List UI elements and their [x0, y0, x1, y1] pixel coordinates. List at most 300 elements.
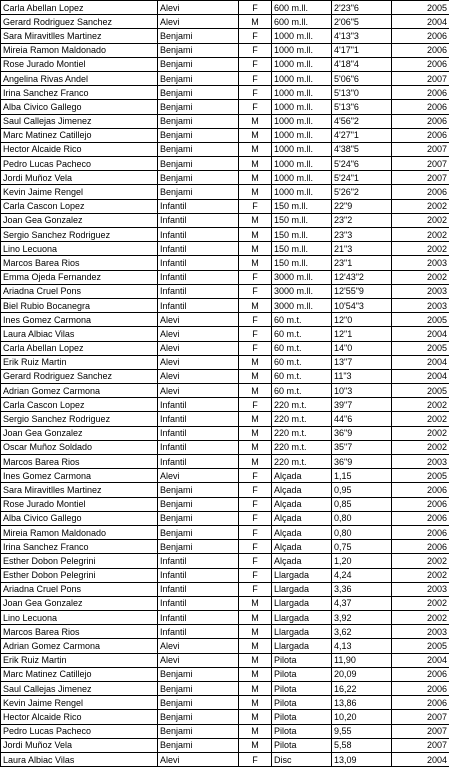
- category-cell: Benjami: [158, 525, 239, 539]
- sex-cell: F: [239, 284, 272, 298]
- sex-cell: M: [239, 738, 272, 752]
- event-cell: 60 m.t.: [272, 327, 332, 341]
- sex-cell: M: [239, 724, 272, 738]
- table-row: [1, 752, 449, 766]
- table-row: [1, 57, 449, 71]
- birth-year-cell: 2002: [392, 242, 449, 256]
- table-row: [1, 256, 449, 270]
- event-cell: 1000 m.ll.: [272, 114, 332, 128]
- event-cell: 600 m.ll.: [272, 1, 332, 15]
- athlete-name-cell: Joan Gea Gonzalez: [1, 596, 158, 610]
- mark-cell: 5'24"1: [332, 171, 392, 185]
- event-cell: 150 m.ll.: [272, 228, 332, 242]
- event-cell: Pilota: [272, 710, 332, 724]
- category-cell: Infantil: [158, 596, 239, 610]
- table-row: [1, 511, 449, 525]
- mark-cell: 13"7: [332, 355, 392, 369]
- table-row: [1, 440, 449, 454]
- category-cell: Benjami: [158, 710, 239, 724]
- table-row: [1, 15, 449, 29]
- sex-cell: F: [239, 554, 272, 568]
- sex-cell: F: [239, 57, 272, 71]
- event-cell: Alçada: [272, 469, 332, 483]
- athlete-name-cell: Alba Civico Gallego: [1, 511, 158, 525]
- sex-cell: F: [239, 199, 272, 213]
- table-row: [1, 426, 449, 440]
- birth-year-cell: 2002: [392, 568, 449, 582]
- birth-year-cell: 2002: [392, 596, 449, 610]
- table-row: [1, 554, 449, 568]
- athlete-name-cell: Lino Lecuona: [1, 611, 158, 625]
- event-cell: Pilota: [272, 667, 332, 681]
- sex-cell: M: [239, 426, 272, 440]
- event-cell: 150 m.ll.: [272, 199, 332, 213]
- athlete-name-cell: Oscar Muñoz Soldado: [1, 440, 158, 454]
- sex-cell: M: [239, 242, 272, 256]
- sex-cell: M: [239, 157, 272, 171]
- category-cell: Alevi: [158, 313, 239, 327]
- athlete-name-cell: Joan Gea Gonzalez: [1, 426, 158, 440]
- event-cell: Disc: [272, 752, 332, 766]
- birth-year-cell: 2002: [392, 213, 449, 227]
- category-cell: Benjami: [158, 57, 239, 71]
- sex-cell: M: [239, 667, 272, 681]
- event-cell: Pilota: [272, 738, 332, 752]
- birth-year-cell: 2004: [392, 752, 449, 766]
- category-cell: Infantil: [158, 582, 239, 596]
- athlete-name-cell: Ariadna Cruel Pons: [1, 284, 158, 298]
- event-cell: 1000 m.ll.: [272, 29, 332, 43]
- table-row: [1, 412, 449, 426]
- mark-cell: 4'13"3: [332, 29, 392, 43]
- athlete-name-cell: Biel Rubio Bocanegra: [1, 298, 158, 312]
- sex-cell: F: [239, 43, 272, 57]
- category-cell: Benjami: [158, 696, 239, 710]
- event-cell: Pilota: [272, 724, 332, 738]
- mark-cell: 12'43"2: [332, 270, 392, 284]
- mark-cell: 0,75: [332, 540, 392, 554]
- mark-cell: 5'06"6: [332, 71, 392, 85]
- event-cell: 150 m.ll.: [272, 213, 332, 227]
- table-row: [1, 114, 449, 128]
- birth-year-cell: 2003: [392, 455, 449, 469]
- mark-cell: 22"9: [332, 199, 392, 213]
- mark-cell: 4,37: [332, 596, 392, 610]
- category-cell: Alevi: [158, 384, 239, 398]
- athlete-name-cell: Sergio Sanchez Rodriguez: [1, 412, 158, 426]
- mark-cell: 5,58: [332, 738, 392, 752]
- mark-cell: 39"7: [332, 398, 392, 412]
- athlete-name-cell: Jordi Muñoz Vela: [1, 171, 158, 185]
- athlete-name-cell: Erik Ruiz Martin: [1, 355, 158, 369]
- table-row: [1, 667, 449, 681]
- category-cell: Infantil: [158, 440, 239, 454]
- athlete-name-cell: Carla Cascon Lopez: [1, 398, 158, 412]
- table-row: [1, 199, 449, 213]
- birth-year-cell: 2006: [392, 86, 449, 100]
- athlete-name-cell: Hector Alcaide Rico: [1, 710, 158, 724]
- table-row: [1, 100, 449, 114]
- birth-year-cell: 2002: [392, 398, 449, 412]
- birth-year-cell: 2005: [392, 313, 449, 327]
- athlete-name-cell: Rose Jurado Montiel: [1, 497, 158, 511]
- birth-year-cell: 2002: [392, 426, 449, 440]
- table-row: [1, 86, 449, 100]
- mark-cell: 4'56"2: [332, 114, 392, 128]
- sex-cell: F: [239, 483, 272, 497]
- table-row: [1, 298, 449, 312]
- table-row: [1, 71, 449, 85]
- category-cell: Infantil: [158, 398, 239, 412]
- sex-cell: F: [239, 313, 272, 327]
- birth-year-cell: 2005: [392, 341, 449, 355]
- table-row: [1, 497, 449, 511]
- athlete-name-cell: Jordi Muñoz Vela: [1, 738, 158, 752]
- birth-year-cell: 2006: [392, 540, 449, 554]
- event-cell: 1000 m.ll.: [272, 43, 332, 57]
- birth-year-cell: 2006: [392, 185, 449, 199]
- mark-cell: 23"1: [332, 256, 392, 270]
- event-cell: 220 m.t.: [272, 440, 332, 454]
- birth-year-cell: 2007: [392, 171, 449, 185]
- table-row: [1, 242, 449, 256]
- table-row: [1, 228, 449, 242]
- athlete-name-cell: Marcos Barea Rios: [1, 625, 158, 639]
- birth-year-cell: 2005: [392, 469, 449, 483]
- category-cell: Benjami: [158, 185, 239, 199]
- sex-cell: M: [239, 596, 272, 610]
- birth-year-cell: 2002: [392, 270, 449, 284]
- mark-cell: 23"2: [332, 213, 392, 227]
- mark-cell: 10'54"3: [332, 298, 392, 312]
- athlete-name-cell: Esther Dobon Pelegrini: [1, 554, 158, 568]
- table-row: [1, 185, 449, 199]
- athlete-name-cell: Pedro Lucas Pacheco: [1, 157, 158, 171]
- birth-year-cell: 2002: [392, 611, 449, 625]
- table-row: [1, 596, 449, 610]
- athlete-name-cell: Sergio Sanchez Rodriguez: [1, 228, 158, 242]
- mark-cell: 4'38"5: [332, 142, 392, 156]
- birth-year-cell: 2006: [392, 696, 449, 710]
- event-cell: Alçada: [272, 497, 332, 511]
- athlete-name-cell: Erik Ruiz Martin: [1, 653, 158, 667]
- category-cell: Benjami: [158, 157, 239, 171]
- category-cell: Benjami: [158, 128, 239, 142]
- category-cell: Benjami: [158, 71, 239, 85]
- category-cell: Infantil: [158, 242, 239, 256]
- event-cell: Alçada: [272, 483, 332, 497]
- mark-cell: 1,15: [332, 469, 392, 483]
- birth-year-cell: 2003: [392, 284, 449, 298]
- athlete-name-cell: Alba Civico Gallego: [1, 100, 158, 114]
- sex-cell: M: [239, 384, 272, 398]
- table-row: [1, 128, 449, 142]
- mark-cell: 5'13"6: [332, 100, 392, 114]
- sex-cell: M: [239, 639, 272, 653]
- category-cell: Alevi: [158, 469, 239, 483]
- athlete-name-cell: Esther Dobon Pelegrini: [1, 568, 158, 582]
- mark-cell: 0,95: [332, 483, 392, 497]
- mark-cell: 36"9: [332, 455, 392, 469]
- table-row: [1, 710, 449, 724]
- sex-cell: F: [239, 86, 272, 100]
- table-row: [1, 355, 449, 369]
- table-row: [1, 483, 449, 497]
- table-row: [1, 43, 449, 57]
- category-cell: Benjami: [158, 100, 239, 114]
- event-cell: Alçada: [272, 554, 332, 568]
- sex-cell: F: [239, 71, 272, 85]
- mark-cell: 4,13: [332, 639, 392, 653]
- mark-cell: 14"0: [332, 341, 392, 355]
- sex-cell: F: [239, 568, 272, 582]
- category-cell: Infantil: [158, 412, 239, 426]
- birth-year-cell: 2007: [392, 724, 449, 738]
- sex-cell: M: [239, 455, 272, 469]
- sex-cell: M: [239, 682, 272, 696]
- event-cell: 60 m.t.: [272, 355, 332, 369]
- birth-year-cell: 2004: [392, 653, 449, 667]
- birth-year-cell: 2006: [392, 682, 449, 696]
- mark-cell: 11,90: [332, 653, 392, 667]
- birth-year-cell: 2007: [392, 738, 449, 752]
- athlete-name-cell: Mireia Ramon Maldonado: [1, 525, 158, 539]
- sex-cell: M: [239, 228, 272, 242]
- athlete-name-cell: Irina Sanchez Franco: [1, 86, 158, 100]
- mark-cell: 3,36: [332, 582, 392, 596]
- athlete-name-cell: Carla Abellan Lopez: [1, 1, 158, 15]
- event-cell: 60 m.t.: [272, 341, 332, 355]
- event-cell: 3000 m.ll.: [272, 284, 332, 298]
- athlete-name-cell: Rose Jurado Montiel: [1, 57, 158, 71]
- category-cell: Benjami: [158, 724, 239, 738]
- birth-year-cell: 2002: [392, 199, 449, 213]
- event-cell: 1000 m.ll.: [272, 71, 332, 85]
- sex-cell: M: [239, 412, 272, 426]
- sex-cell: F: [239, 525, 272, 539]
- table-row: [1, 284, 449, 298]
- sex-cell: M: [239, 213, 272, 227]
- birth-year-cell: 2004: [392, 15, 449, 29]
- event-cell: 1000 m.ll.: [272, 185, 332, 199]
- birth-year-cell: 2006: [392, 511, 449, 525]
- category-cell: Benjami: [158, 682, 239, 696]
- category-cell: Benjami: [158, 29, 239, 43]
- athlete-name-cell: Carla Abellan Lopez: [1, 341, 158, 355]
- event-cell: 150 m.ll.: [272, 242, 332, 256]
- table-row: [1, 682, 449, 696]
- table-row: [1, 270, 449, 284]
- event-cell: 3000 m.ll.: [272, 270, 332, 284]
- category-cell: Alevi: [158, 341, 239, 355]
- category-cell: Infantil: [158, 426, 239, 440]
- mark-cell: 20,09: [332, 667, 392, 681]
- mark-cell: 12"1: [332, 327, 392, 341]
- sex-cell: M: [239, 114, 272, 128]
- sex-cell: M: [239, 369, 272, 383]
- table-row: [1, 582, 449, 596]
- sex-cell: F: [239, 398, 272, 412]
- category-cell: Infantil: [158, 270, 239, 284]
- athlete-name-cell: Ariadna Cruel Pons: [1, 582, 158, 596]
- birth-year-cell: 2002: [392, 412, 449, 426]
- birth-year-cell: 2005: [392, 384, 449, 398]
- category-cell: Infantil: [158, 228, 239, 242]
- mark-cell: 3,92: [332, 611, 392, 625]
- sex-cell: M: [239, 15, 272, 29]
- birth-year-cell: 2004: [392, 369, 449, 383]
- table-row: [1, 327, 449, 341]
- event-cell: 220 m.t.: [272, 455, 332, 469]
- athlete-name-cell: Saul Callejas Jimenez: [1, 114, 158, 128]
- category-cell: Benjami: [158, 171, 239, 185]
- sex-cell: M: [239, 142, 272, 156]
- table-row: [1, 724, 449, 738]
- category-cell: Infantil: [158, 298, 239, 312]
- sex-cell: F: [239, 469, 272, 483]
- mark-cell: 12"0: [332, 313, 392, 327]
- event-cell: 600 m.ll.: [272, 15, 332, 29]
- athlete-name-cell: Pedro Lucas Pacheco: [1, 724, 158, 738]
- category-cell: Infantil: [158, 256, 239, 270]
- athlete-name-cell: Irina Sanchez Franco: [1, 540, 158, 554]
- birth-year-cell: 2006: [392, 497, 449, 511]
- mark-cell: 9,55: [332, 724, 392, 738]
- event-cell: 3000 m.ll.: [272, 298, 332, 312]
- category-cell: Benjami: [158, 497, 239, 511]
- table-row: [1, 213, 449, 227]
- birth-year-cell: 2005: [392, 639, 449, 653]
- athlete-name-cell: Laura Albiac Vilas: [1, 752, 158, 766]
- event-cell: 1000 m.ll.: [272, 100, 332, 114]
- event-cell: 1000 m.ll.: [272, 157, 332, 171]
- category-cell: Infantil: [158, 554, 239, 568]
- sex-cell: M: [239, 185, 272, 199]
- sex-cell: M: [239, 440, 272, 454]
- mark-cell: 21"3: [332, 242, 392, 256]
- sex-cell: F: [239, 270, 272, 284]
- table-row: [1, 142, 449, 156]
- event-cell: 150 m.ll.: [272, 256, 332, 270]
- table-row: [1, 369, 449, 383]
- category-cell: Alevi: [158, 355, 239, 369]
- birth-year-cell: 2006: [392, 57, 449, 71]
- category-cell: Benjami: [158, 43, 239, 57]
- birth-year-cell: 2002: [392, 554, 449, 568]
- mark-cell: 16,22: [332, 682, 392, 696]
- birth-year-cell: 2006: [392, 525, 449, 539]
- category-cell: Alevi: [158, 15, 239, 29]
- birth-year-cell: 2006: [392, 29, 449, 43]
- sex-cell: M: [239, 171, 272, 185]
- mark-cell: 5'26"2: [332, 185, 392, 199]
- mark-cell: 0,80: [332, 511, 392, 525]
- mark-cell: 1,20: [332, 554, 392, 568]
- table-row: [1, 398, 449, 412]
- category-cell: Benjami: [158, 511, 239, 525]
- event-cell: Llargada: [272, 582, 332, 596]
- mark-cell: 12'55"9: [332, 284, 392, 298]
- mark-cell: 5'13"0: [332, 86, 392, 100]
- mark-cell: 4'17"1: [332, 43, 392, 57]
- event-cell: 220 m.t.: [272, 426, 332, 440]
- results-table-body: [1, 1, 449, 767]
- mark-cell: 0,80: [332, 525, 392, 539]
- birth-year-cell: 2003: [392, 298, 449, 312]
- mark-cell: 2'23"6: [332, 1, 392, 15]
- table-row: [1, 625, 449, 639]
- event-cell: 60 m.t.: [272, 369, 332, 383]
- table-row: [1, 29, 449, 43]
- birth-year-cell: 2007: [392, 142, 449, 156]
- mark-cell: 0,85: [332, 497, 392, 511]
- sex-cell: M: [239, 625, 272, 639]
- event-cell: 1000 m.ll.: [272, 142, 332, 156]
- event-cell: 60 m.t.: [272, 313, 332, 327]
- event-cell: 220 m.t.: [272, 398, 332, 412]
- sex-cell: F: [239, 511, 272, 525]
- mark-cell: 4'27"1: [332, 128, 392, 142]
- sex-cell: F: [239, 100, 272, 114]
- table-row: [1, 525, 449, 539]
- sex-cell: F: [239, 1, 272, 15]
- mark-cell: 10"3: [332, 384, 392, 398]
- sex-cell: F: [239, 341, 272, 355]
- mark-cell: 2'06"5: [332, 15, 392, 29]
- event-cell: 220 m.t.: [272, 412, 332, 426]
- sex-cell: M: [239, 710, 272, 724]
- birth-year-cell: 2005: [392, 1, 449, 15]
- category-cell: Alevi: [158, 639, 239, 653]
- athlete-name-cell: Hector Alcaide Rico: [1, 142, 158, 156]
- category-cell: Alevi: [158, 327, 239, 341]
- mark-cell: 36"9: [332, 426, 392, 440]
- event-cell: Alçada: [272, 525, 332, 539]
- event-cell: 1000 m.ll.: [272, 86, 332, 100]
- mark-cell: 13,86: [332, 696, 392, 710]
- sex-cell: F: [239, 29, 272, 43]
- sex-cell: M: [239, 256, 272, 270]
- category-cell: Benjami: [158, 142, 239, 156]
- birth-year-cell: 2002: [392, 228, 449, 242]
- mark-cell: 3,62: [332, 625, 392, 639]
- table-row: [1, 313, 449, 327]
- category-cell: Benjami: [158, 86, 239, 100]
- table-row: [1, 1, 449, 15]
- event-cell: Llargada: [272, 639, 332, 653]
- athlete-name-cell: Sara Miravitlles Martinez: [1, 29, 158, 43]
- table-row: [1, 171, 449, 185]
- athlete-name-cell: Ines Gomez Carmona: [1, 469, 158, 483]
- birth-year-cell: 2006: [392, 667, 449, 681]
- table-row: [1, 157, 449, 171]
- sex-cell: F: [239, 327, 272, 341]
- event-cell: Alçada: [272, 540, 332, 554]
- table-row: [1, 738, 449, 752]
- birth-year-cell: 2004: [392, 355, 449, 369]
- category-cell: Infantil: [158, 568, 239, 582]
- athlete-name-cell: Angelina Rivas Andel: [1, 71, 158, 85]
- sex-cell: M: [239, 696, 272, 710]
- mark-cell: 5'24"6: [332, 157, 392, 171]
- mark-cell: 35"7: [332, 440, 392, 454]
- athlete-name-cell: Ines Gomez Carmona: [1, 313, 158, 327]
- sex-cell: F: [239, 497, 272, 511]
- category-cell: Infantil: [158, 625, 239, 639]
- sex-cell: M: [239, 611, 272, 625]
- athlete-name-cell: Gerard Rodriguez Sanchez: [1, 15, 158, 29]
- sex-cell: M: [239, 653, 272, 667]
